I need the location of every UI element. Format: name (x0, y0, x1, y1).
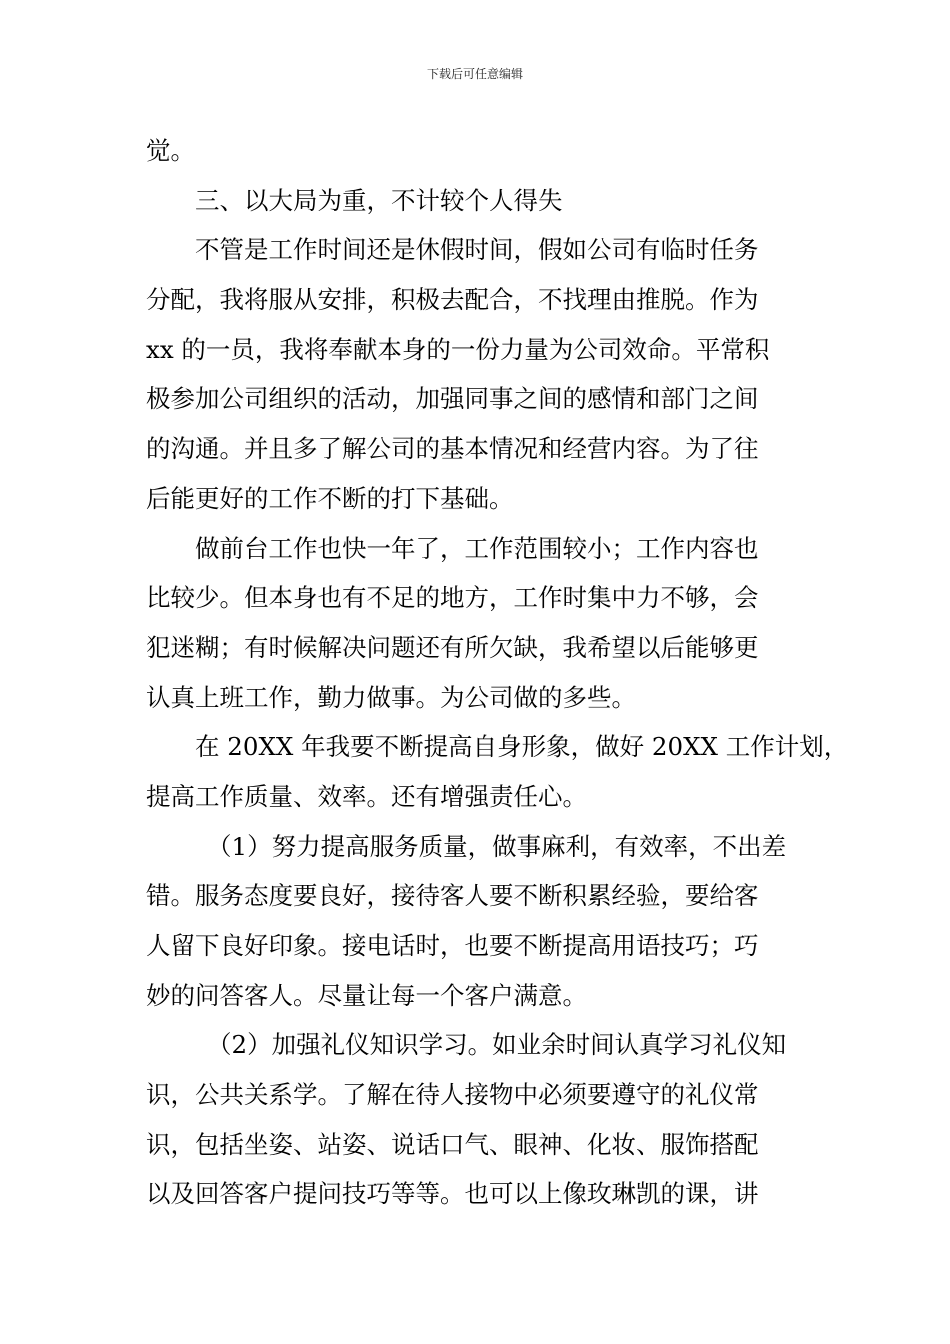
text-line: 犯迷糊；有时候解决问题还有所欠缺，我希望以后能够更 (146, 632, 759, 662)
document-body (146, 126, 849, 1219)
section-heading: 三、以大局为重，不计较个人得失 (195, 185, 563, 215)
text-line: 妙的问答客人。尽量让每一个客户满意。 (146, 980, 587, 1010)
list-item: （2）加强礼仪知识学习。如业余时间认真学习礼仪知 (207, 1030, 787, 1060)
text-line: 在 20XX 年我要不断提高自身形象，做好 20XX 工作计划， (195, 732, 849, 762)
text-line: 分配，我将服从安排，积极去配合，不找理由推脱。作为 (146, 285, 759, 315)
text-line: 错。服务态度要良好，接待客人要不断积累经验，要给客 (146, 881, 759, 911)
text-line: 不管是工作时间还是休假时间，假如公司有临时任务 (195, 235, 759, 265)
text-line: 以及回答客户提问技巧等等。也可以上像玫琳凯的课，讲 (146, 1179, 759, 1209)
page-header: 下载后可任意编辑 (426, 67, 523, 81)
text-line: 认真上班工作，勤力做事。为公司做的多些。 (146, 682, 636, 712)
text-line: 觉。 (146, 136, 195, 165)
list-item: （1）努力提高服务质量，做事麻利，有效率，不出差 (207, 831, 787, 861)
text-line: 识，公共关系学。了解在待人接物中必须要遵守的礼仪常 (146, 1080, 759, 1110)
text-line: 的沟通。并且多了解公司的基本情况和经营内容。为了往 (146, 434, 759, 464)
text-line: 做前台工作也快一年了，工作范围较小；工作内容也 (195, 533, 759, 563)
text-line: 后能更好的工作不断的打下基础。 (146, 483, 514, 513)
text-line: 人留下良好印象。接电话时，也要不断提高用语技巧；巧 (146, 931, 759, 960)
text-line: 识，包括坐姿、站姿、说话口气、眼神、化妆、服饰搭配 (146, 1129, 759, 1159)
text-line: 极参加公司组织的活动，加强同事之间的感情和部门之间 (146, 384, 759, 414)
text-line: 比较少。但本身也有不足的地方，工作时集中力不够，会 (146, 583, 759, 613)
text-line: xx 的一员，我将奉献本身的一份力量为公司效命。平常积 (146, 334, 770, 364)
text-line: 提高工作质量、效率。还有增强责任心。 (146, 781, 587, 811)
